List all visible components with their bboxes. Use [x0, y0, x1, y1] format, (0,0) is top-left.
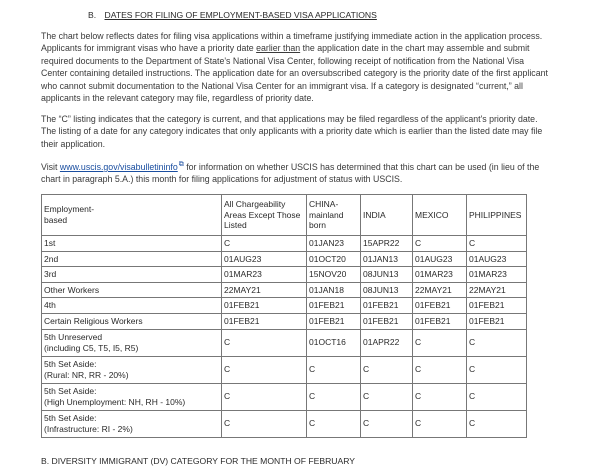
section-b-title: DATES FOR FILING OF EMPLOYMENT-BASED VISA APPLICATIONS: [104, 10, 377, 20]
para2-emphasis: earlier: [408, 126, 433, 137]
date-cell: 15NOV20: [307, 267, 361, 283]
date-cell: 22MAY21: [413, 282, 467, 298]
row-category-cell: 2nd: [42, 251, 222, 267]
header-employment-based: Employment- based: [42, 195, 222, 236]
table-row: [42, 356, 527, 383]
date-cell: 01FEB21: [361, 313, 413, 329]
filing-dates-paragraph: [41, 30, 551, 104]
external-link-icon: ⧉: [178, 161, 184, 168]
date-cell: C: [413, 236, 467, 252]
date-cell: 01MAR23: [413, 267, 467, 283]
date-cell: C: [307, 410, 361, 437]
row-category-cell: 1st: [42, 236, 222, 252]
para3-text-end: for information on whether USCIS has determined that this chart can be used (in lieu of the chart in paragraph 5.A.) this month for filing applications for adjustment of status with USCIS.: [41, 161, 540, 185]
date-cell: C: [413, 329, 467, 356]
header-mexico: MEXICO: [413, 195, 467, 236]
date-cell: C: [467, 329, 527, 356]
row-category-cell: 4th: [42, 298, 222, 314]
date-cell: C: [222, 410, 307, 437]
date-cell: C: [467, 236, 527, 252]
date-cell: 01FEB21: [361, 298, 413, 314]
date-cell: C: [413, 383, 467, 410]
date-cell: C: [467, 383, 527, 410]
row-category-cell: 5th Set Aside: (Rural: NR, RR - 20%): [42, 356, 222, 383]
date-cell: C: [222, 383, 307, 410]
date-cell: C: [361, 356, 413, 383]
date-cell: C: [467, 356, 527, 383]
date-cell: 22MAY21: [467, 282, 527, 298]
section-b-heading: [88, 10, 377, 20]
table-header-row: [42, 195, 527, 236]
date-cell: 01JAN18: [307, 282, 361, 298]
section-b-letter: B.: [88, 10, 97, 20]
date-cell: 01OCT16: [307, 329, 361, 356]
table-row: [42, 251, 527, 267]
date-cell: 08JUN13: [361, 267, 413, 283]
table-row: [42, 410, 527, 437]
date-cell: 01AUG23: [413, 251, 467, 267]
row-category-cell: Certain Religious Workers: [42, 313, 222, 329]
table-body: [42, 236, 527, 438]
date-cell: 01JAN13: [361, 251, 413, 267]
header-india: INDIA: [361, 195, 413, 236]
table-row: [42, 282, 527, 298]
date-cell: 01AUG23: [467, 251, 527, 267]
date-cell: C: [222, 329, 307, 356]
date-cell: 01MAR23: [467, 267, 527, 283]
table-row: [42, 236, 527, 252]
date-cell: 01APR22: [361, 329, 413, 356]
row-category-cell: 3rd: [42, 267, 222, 283]
table-row: [42, 383, 527, 410]
date-cell: C: [307, 356, 361, 383]
uscis-link[interactable]: www.uscis.gov/visabulletininfo: [59, 161, 178, 172]
date-cell: 01FEB21: [413, 313, 467, 329]
date-cell: C: [222, 356, 307, 383]
row-category-cell: 5th Unreserved (including C5, T5, I5, R5): [42, 329, 222, 356]
row-category-cell: 5th Set Aside: (High Unemployment: NH, RH - 10%): [42, 383, 222, 410]
date-cell: C: [467, 410, 527, 437]
table-row: [42, 329, 527, 356]
current-listing-paragraph: [41, 113, 551, 150]
date-cell: 01FEB21: [222, 313, 307, 329]
date-cell: 01MAR23: [222, 267, 307, 283]
date-cell: C: [413, 410, 467, 437]
date-cell: 01FEB21: [467, 313, 527, 329]
uscis-visit-paragraph: [41, 159, 551, 186]
row-category-cell: Other Workers: [42, 282, 222, 298]
para3-text-start: Visit: [41, 161, 60, 172]
date-cell: 15APR22: [361, 236, 413, 252]
para2-text-end: than the listed date may file their application.: [41, 126, 543, 149]
row-category-cell: 5th Set Aside: (Infrastructure: RI - 2%): [42, 410, 222, 437]
para1-text-start: The chart below reflects dates for filing visa applications within a timeframe justifying immediate action in the application process. Applicants for immigrant visas who have a priority date: [41, 31, 543, 54]
filing-dates-table: [41, 194, 527, 438]
date-cell: 01JAN23: [307, 236, 361, 252]
header-philippines: PHILIPPINES: [467, 195, 527, 236]
header-all-chargeability: All Chargeability Areas Except Those Listed: [222, 195, 307, 236]
date-cell: 01OCT20: [307, 251, 361, 267]
para1-text-end: the application date in the chart may assemble and submit required documents to the Department of State's National Visa Center, following receipt of notification from the National Visa Center containing detailed instructions. The application date for an oversubscribed category is the priority date of the first applicant who cannot submit documentation to the National Visa Center for an immigrant visa. If a category is designated “current,” all applicants in the relevant category may file, regardless of priority date.: [41, 43, 548, 104]
para1-underlined-term: earlier than: [256, 43, 301, 54]
date-cell: 01FEB21: [467, 298, 527, 314]
date-cell: 22MAY21: [222, 282, 307, 298]
table-row: [42, 313, 527, 329]
table-row: [42, 298, 527, 314]
date-cell: 01FEB21: [222, 298, 307, 314]
date-cell: C: [413, 356, 467, 383]
date-cell: C: [361, 383, 413, 410]
table-row: [42, 267, 527, 283]
date-cell: 08JUN13: [361, 282, 413, 298]
date-cell: 01FEB21: [413, 298, 467, 314]
header-china: CHINA- mainland born: [307, 195, 361, 236]
date-cell: C: [307, 383, 361, 410]
date-cell: C: [361, 410, 413, 437]
date-cell: 01FEB21: [307, 298, 361, 314]
next-section-heading: B. DIVERSITY IMMIGRANT (DV) CATEGORY FOR THE MONTH OF FEBRUARY: [41, 456, 356, 466]
date-cell: 01AUG23: [222, 251, 307, 267]
para2-text-start: The “C” listing indicates that the category is current, and that applications may be filed regardless of the applicant's priority date. The listing of a date for any category indicates that only applicants with a priority date which is: [41, 114, 538, 137]
date-cell: 01FEB21: [307, 313, 361, 329]
date-cell: C: [222, 236, 307, 252]
